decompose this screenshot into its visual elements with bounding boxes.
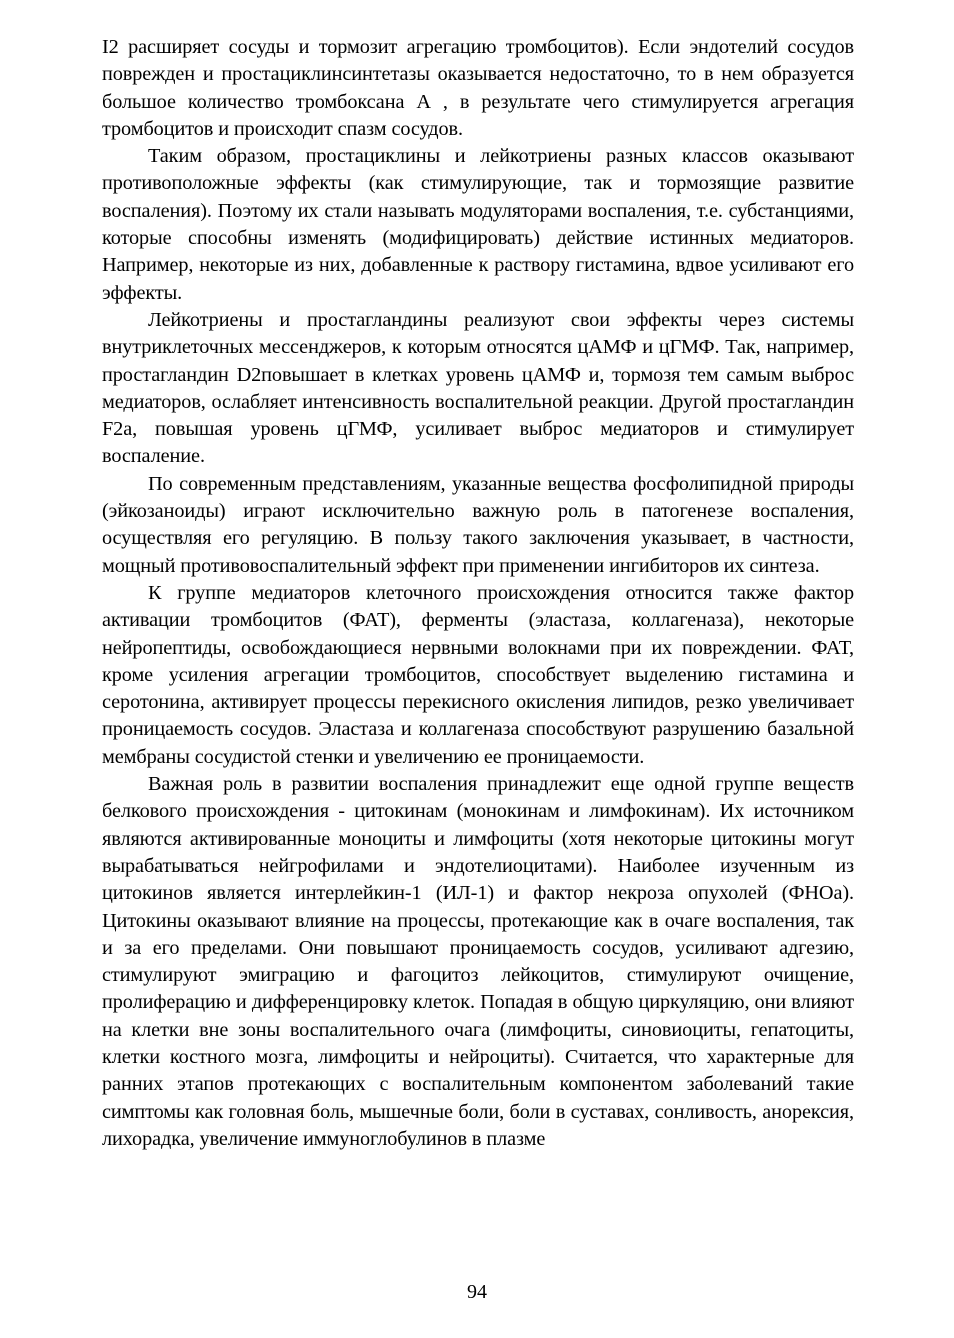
paragraph-4: По современным представлениям, указанные вещества фосфолипидной природы (эйкозаноиды) играют исключительно важную роль в патогенезе воспаления, осуществляя его регуляцию. В пользу такого заключения указывает, в частности, мощный противовоспалительный эффект при применении ингибиторов их синтеза. xyxy=(102,472,854,577)
paragraph-2: Таким образом, простациклины и лейкотриены разных классов оказывают противоположные эффекты (как стимулирующие, так и тормозящие развитие воспаления). Поэтому их стали называть модуляторами воспаления, т.е. субстанциями, которые способны изменять (модифицировать) действие истинных медиаторов. Например, некоторые из них, добавленные к раствору гистамина, вдвое усиливают его эффекты. xyxy=(102,145,854,304)
paragraph-1: I2 расширяет сосуды и тормозит агрегацию тромбоцитов). Если эндотелий сосудов поврежден и простациклинсинтетазы оказывается недостаточно, то в нем образуется большое количество тромбоксана А , в результате чего стимулируется агрегация тромбоцитов и происходит спазм сосудов. xyxy=(102,36,854,140)
page-number: 94 xyxy=(467,1281,487,1303)
paragraph-3: Лейкотриены и простагландины реализуют свои эффекты через системы внутриклеточных мессенджеров, к которым относятся цАМФ и цГМФ. Так, например, простагландин D2повышает в клетках уровень цАМФ и, тормозя тем самым выброс медиаторов, ослабляет интенсивность воспалительной реакции. Другой простагландин F2а, повышая уровень цГМФ, усиливает выброс медиаторов и стимулирует воспаление. xyxy=(102,308,854,468)
page-body xyxy=(102,34,854,1153)
paragraph-5: К группе медиаторов клеточного происхождения относится также фактор активации тромбоцитов (ФАТ), ферменты (эластаза, коллагеназа), некоторые нейропептиды, освобождающиеся нервными волокнами при их повреждении. ФАТ, кроме усиления агрегации тромбоцитов, способствует выделению гистамина и серотонина, активирует процессы перекисного окисления липидов, резко увеличивает проницаемость сосудов. Эластаза и коллагеназа способствуют разрушению базальной мембраны сосудистой стенки и увеличению ее проницаемости. xyxy=(102,581,854,768)
paragraph-6: Важная роль в развитии воспаления принадлежит еще одной группе веществ белкового происхождения - цитокинам (монокинам и лимфокинам). Их источником являются активированные моноциты и лимфоциты (хотя некоторые цитокины могут вырабатываться нейгрофилами и эндотелиоцитами). Наиболее изученным из цитокинов является интерлейкин-1 (ИЛ-1) и фактор некроза опухолей (ФНОа). Цитокины оказывают влияние на процессы, протекающие как в очаге воспаления, так и за его пределами. Они повышают проницаемость сосудов, усиливают адгезию, стимулируют эмиграцию и фагоцитоз лейкоцитов, стимулируют очищение, пролиферацию и дифференцировку клеток. Попадая в общую циркуляцию, они влияют на клетки вне зоны воспалительного очага (лимфоциты, синовиоциты, гепатоциты, клетки костного мозга, лимфоциты и нейроциты). Считается, что характерные для ранних этапов протекающих с воспалительным компонентом заболеваний такие симптомы как головная боль, мышечные боли, боли в суставах, сонливость, анорексия, лихорадка, увеличение иммуноглобулинов в плазме xyxy=(102,773,854,1150)
